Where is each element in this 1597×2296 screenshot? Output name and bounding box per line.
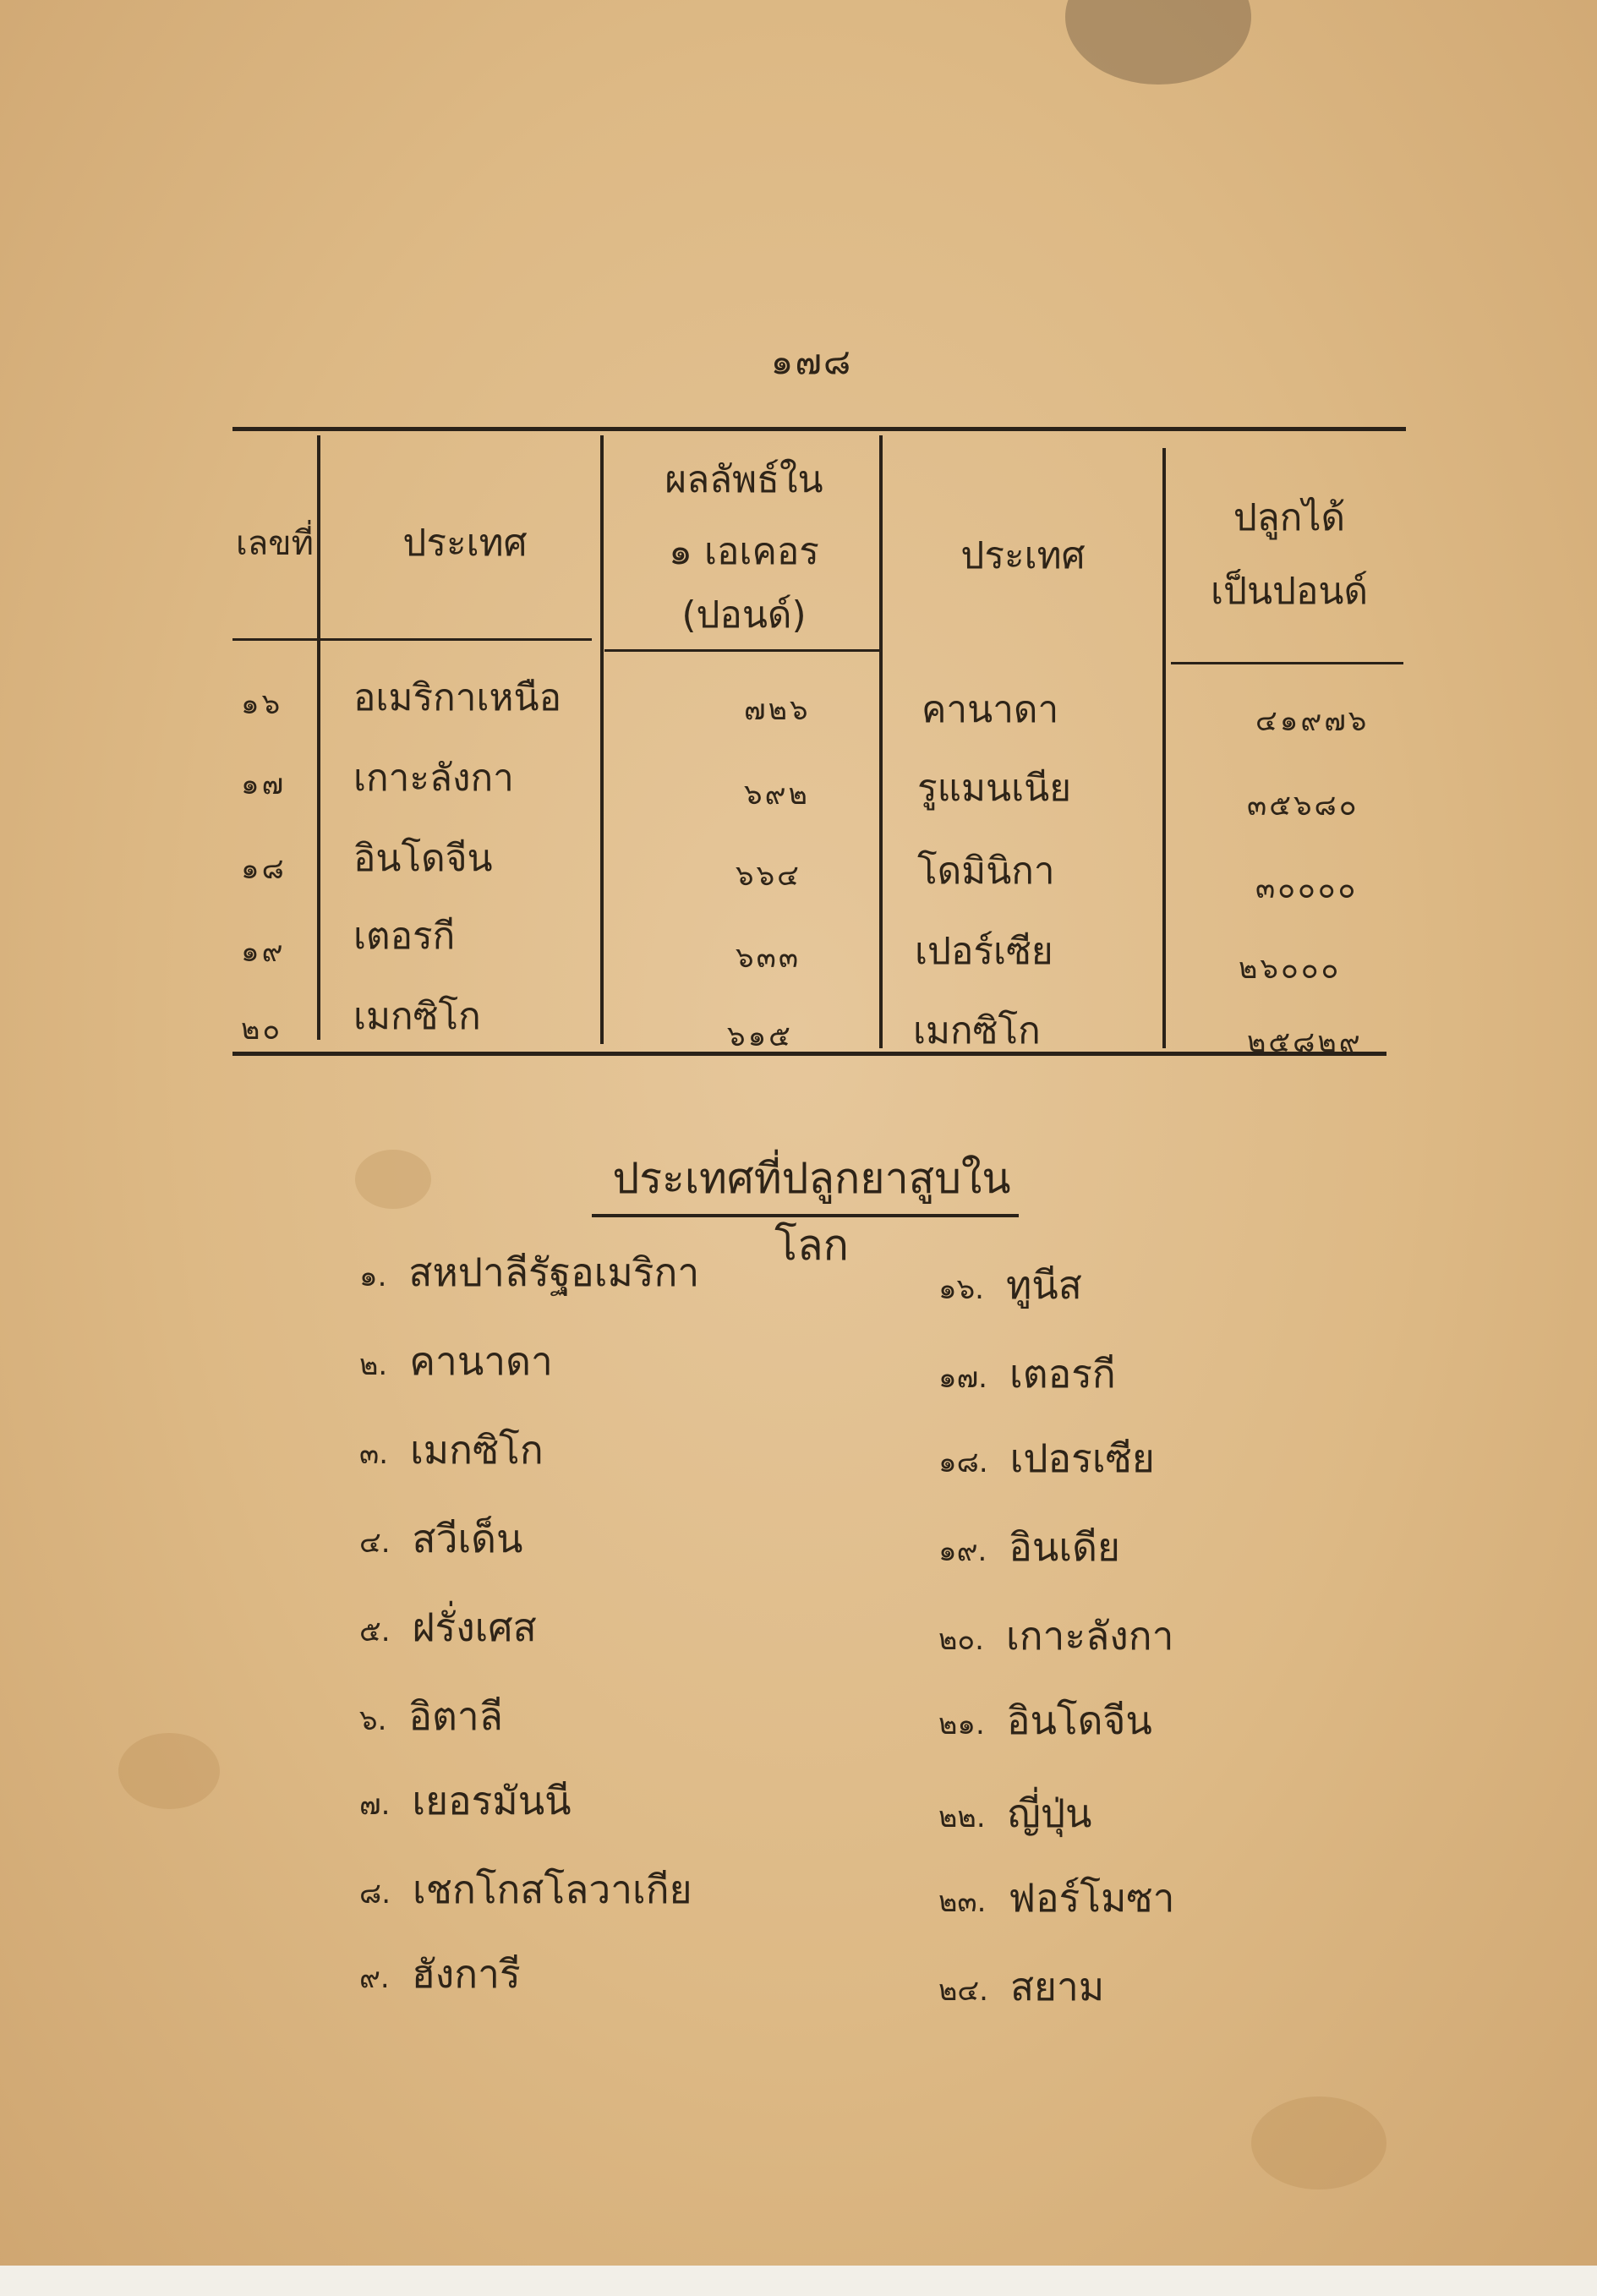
list-country: ฟอร์โมซา xyxy=(1008,1875,1175,1921)
list-country: เมกซิโก xyxy=(410,1427,544,1473)
list-item xyxy=(938,1610,1173,1665)
list-index: ๙. xyxy=(359,1961,390,1995)
row-grown: ๒๕๘๒๙ xyxy=(1247,1025,1363,1059)
row-grown: ๓๐๐๐๐ xyxy=(1255,872,1359,905)
list-country: ฝรั่งเศส xyxy=(412,1604,537,1650)
list-index: ๗. xyxy=(359,1788,391,1822)
list-country: สยาม xyxy=(1009,1964,1105,2009)
row-country: เมกซิโก xyxy=(353,995,481,1038)
list-index: ๒๔. xyxy=(938,1974,988,2008)
list-index: ๔. xyxy=(359,1526,391,1560)
list-item xyxy=(938,1260,1082,1315)
header-country2: ประเทศ xyxy=(960,534,1086,577)
header-no: เลขที่ xyxy=(236,524,314,563)
list-country: อินโดจีน xyxy=(1006,1697,1152,1743)
list-country: ฮังการี xyxy=(411,1951,521,1997)
list-index: ๓. xyxy=(359,1437,389,1471)
list-item xyxy=(359,1949,521,2004)
row-grown: ๔๑๙๗๖ xyxy=(1255,704,1370,738)
list-item xyxy=(359,1691,503,1746)
table-top-rule xyxy=(232,427,1406,431)
list-country: ทูนีส xyxy=(1005,1262,1082,1308)
list-country: เกาะลังกา xyxy=(1005,1613,1174,1659)
list-country: อิตาลี xyxy=(408,1693,503,1739)
header-yield-line3: (ปอนด์) xyxy=(681,593,807,637)
row-yield: ๖๓๓ xyxy=(736,941,801,975)
list-index: ๕. xyxy=(359,1615,391,1648)
row-no: ๑๖ xyxy=(241,687,283,721)
header-yield-line2: ๑ เอเคอร xyxy=(669,530,819,573)
list-country: เปอรเซีย xyxy=(1009,1435,1155,1481)
list-country: สหปาลีรัฐอเมริกา xyxy=(408,1249,700,1295)
row-yield: ๖๙๒ xyxy=(744,778,810,812)
list-country: คานาดา xyxy=(409,1338,553,1384)
list-item xyxy=(359,1602,537,1657)
list-index: ๑๘. xyxy=(938,1446,988,1479)
header-divider-mid xyxy=(604,649,879,652)
list-index: ๒๓. xyxy=(938,1885,987,1919)
row-country2: คานาดา xyxy=(922,688,1059,731)
row-grown: ๓๕๖๘๐ xyxy=(1247,789,1359,823)
header-country: ประเทศ xyxy=(402,522,528,565)
row-country2: รูแมนเนีย xyxy=(917,767,1071,810)
title-underline xyxy=(592,1214,1019,1217)
list-index: ๒๒. xyxy=(938,1801,986,1834)
row-grown: ๒๖๐๐๐ xyxy=(1239,952,1342,986)
row-no: ๑๗ xyxy=(241,768,287,801)
list-index: ๑. xyxy=(359,1260,387,1293)
row-country: เกาะลังกา xyxy=(353,757,514,800)
table-bottom-rule xyxy=(232,1052,1386,1056)
stain xyxy=(118,1733,220,1809)
list-item xyxy=(938,1433,1155,1488)
row-country: อเมริกาเหนือ xyxy=(353,676,561,719)
stain xyxy=(355,1150,431,1209)
list-index: ๒๐. xyxy=(938,1623,984,1657)
page-number: ๑๗๘ xyxy=(770,341,853,382)
stain xyxy=(1251,2096,1386,2189)
list-index: ๒. xyxy=(359,1348,388,1382)
list-item xyxy=(938,1788,1091,1843)
list-item xyxy=(359,1864,692,1919)
row-yield: ๗๒๖ xyxy=(744,693,811,727)
list-item xyxy=(938,1348,1116,1403)
row-no: ๑๘ xyxy=(241,852,287,886)
column-rule xyxy=(1162,448,1166,1048)
row-country: เตอรกี xyxy=(353,915,456,958)
list-item xyxy=(938,1872,1174,1927)
list-item xyxy=(938,1695,1152,1750)
header-yield-line1: ผลลัพธ์ใน xyxy=(665,458,823,501)
list-country: อินเดีย xyxy=(1009,1524,1120,1570)
list-country: สวีเด็น xyxy=(412,1516,523,1561)
list-index: ๒๑. xyxy=(938,1708,985,1741)
column-rule xyxy=(600,435,604,1044)
column-rule xyxy=(879,435,883,1048)
list-title: ประเทศที่ปลูกยาสูบในโลก xyxy=(612,1154,1011,1270)
row-country2: เมกซิโก xyxy=(913,1009,1041,1052)
list-index: ๖. xyxy=(359,1703,387,1737)
page-edge xyxy=(0,2266,1597,2296)
list-item xyxy=(938,1522,1120,1577)
row-country2: โดมินิกา xyxy=(917,850,1055,893)
list-index: ๑๖. xyxy=(938,1272,984,1306)
list-item xyxy=(359,1775,572,1830)
list-country: เยอรมันนี xyxy=(412,1778,572,1823)
row-country2: เปอร์เซีย xyxy=(915,930,1053,973)
header-divider-right xyxy=(1171,662,1403,664)
list-index: ๑๙. xyxy=(938,1534,987,1568)
row-yield: ๖๖๔ xyxy=(736,859,801,893)
list-index: ๘. xyxy=(359,1877,391,1911)
list-item xyxy=(359,1336,553,1391)
header-grown-line1: ปลูกได้ xyxy=(1233,496,1346,539)
row-yield: ๖๑๕ xyxy=(727,1020,793,1053)
header-grown-line2: เป็นปอนด์ xyxy=(1210,570,1369,613)
list-index: ๑๗. xyxy=(938,1361,987,1395)
list-item xyxy=(938,1961,1104,2016)
row-country: อินโดจีน xyxy=(353,837,493,880)
list-country: ญี่ปุ่น xyxy=(1007,1790,1092,1836)
list-item xyxy=(359,1513,523,1568)
list-country: เตอรกี xyxy=(1009,1351,1116,1397)
list-country: เชกโกสโลวาเกีย xyxy=(413,1867,692,1912)
header-divider-left xyxy=(232,638,592,641)
row-no: ๑๙ xyxy=(241,935,286,969)
row-no: ๒๐ xyxy=(241,1013,283,1047)
list-item xyxy=(359,1247,699,1302)
list-item xyxy=(359,1424,544,1479)
